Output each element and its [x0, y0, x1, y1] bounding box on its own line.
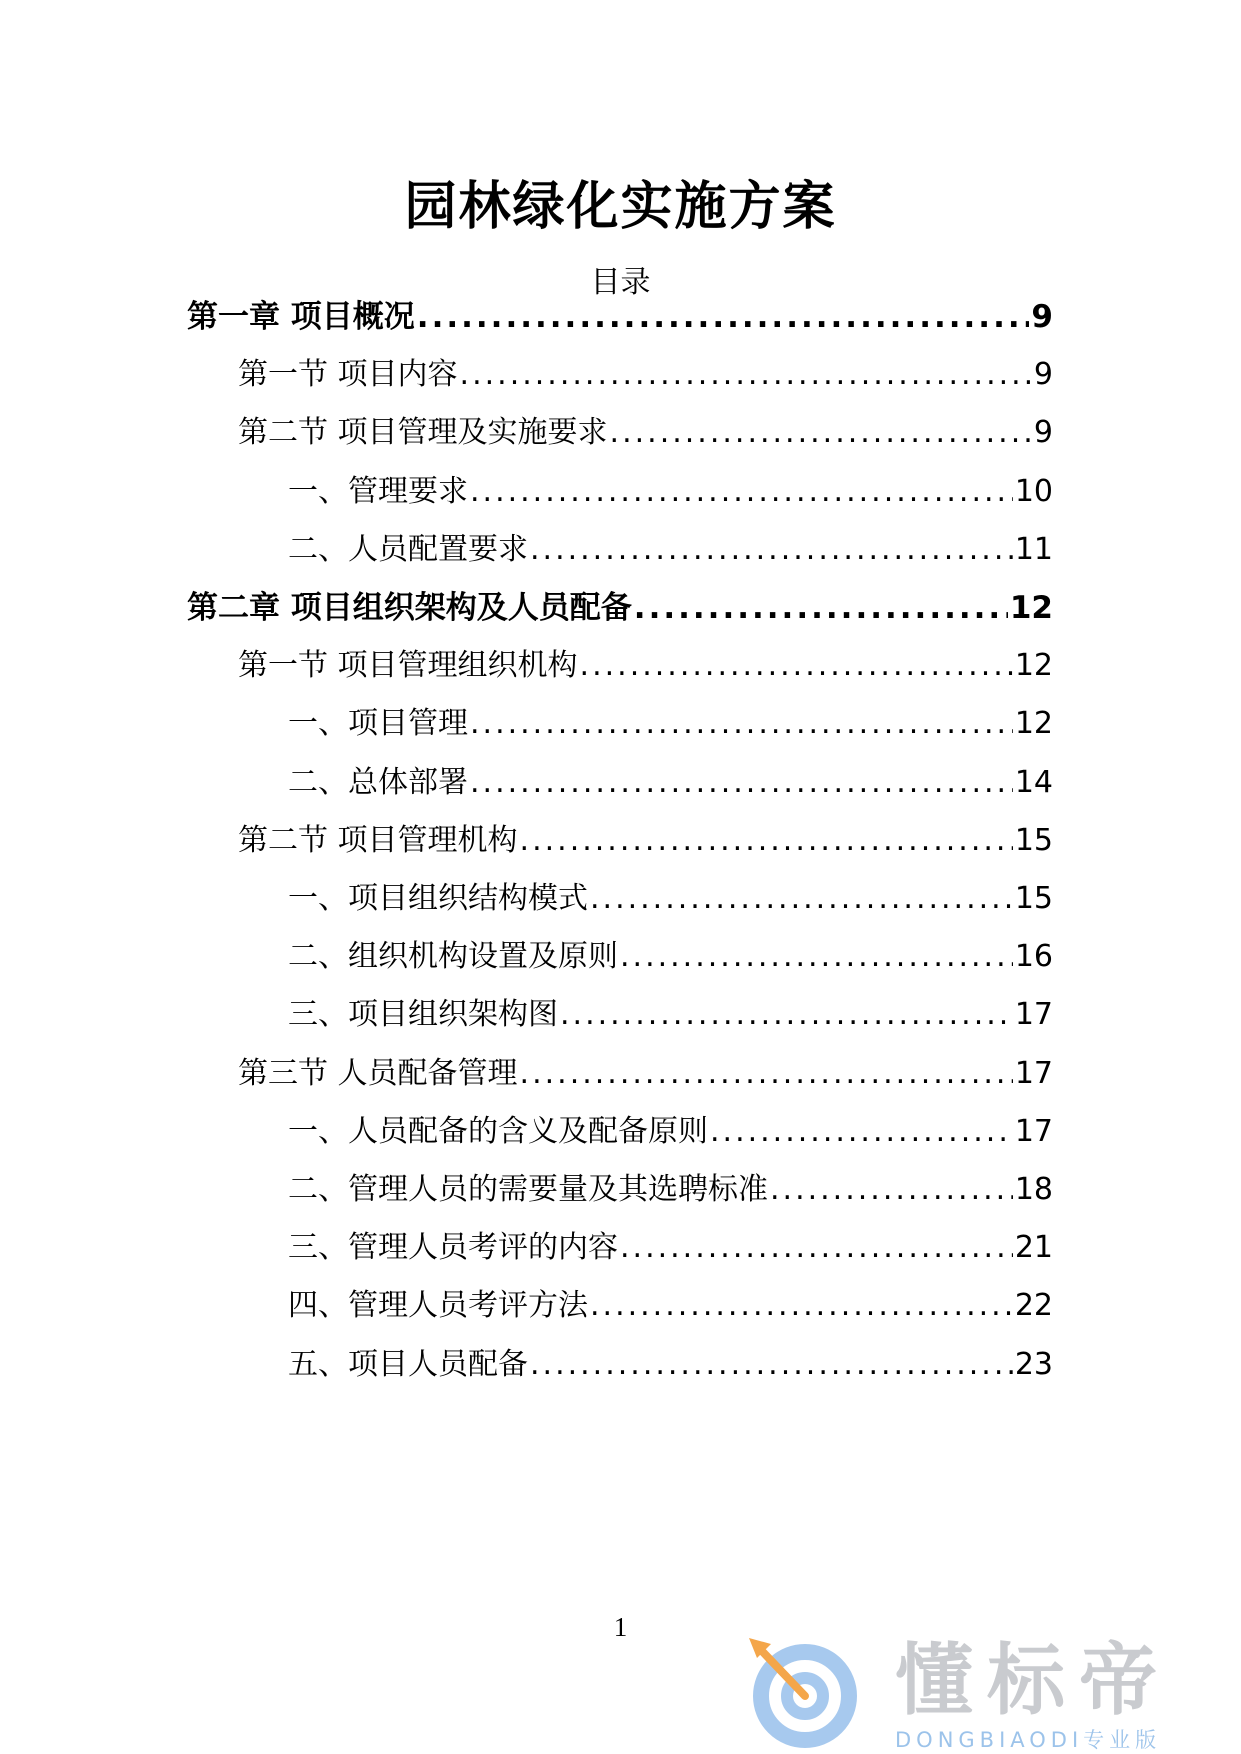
toc-dot-leader [470, 761, 1013, 805]
toc-entry-label: 第二章 项目组织架构及人员配备 [187, 590, 632, 626]
toc-chapter-entry[interactable] [187, 295, 1053, 339]
toc-heading: 目录 [590, 265, 651, 300]
toc-subsection-entry[interactable] [288, 1284, 1053, 1328]
toc-entry-page: 9 [1033, 357, 1053, 393]
toc-entry-page: 12 [1014, 706, 1053, 742]
toc-dot-leader [530, 528, 1013, 572]
toc-entry-page: 16 [1014, 939, 1053, 975]
toc-dot-leader [610, 411, 1032, 455]
toc-chapter-entry[interactable] [187, 586, 1053, 630]
toc-entry-page: 15 [1014, 822, 1053, 858]
toc-entry-page: 12 [1014, 648, 1053, 684]
toc-dot-leader [620, 1226, 1013, 1270]
toc-entry-label: 第一章 项目概况 [187, 299, 415, 335]
watermark [745, 1630, 1215, 1754]
watermark-brand-name: 懂标帝 [895, 1636, 1172, 1726]
toc-dot-leader [580, 644, 1013, 688]
toc-dot-leader [520, 1052, 1013, 1096]
toc-dot-leader [470, 702, 1013, 746]
toc-entry-label: 二、管理人员的需要量及其选聘标准 [288, 1172, 768, 1207]
toc-entry-label: 一、人员配备的含义及配备原则 [288, 1113, 708, 1149]
toc-entry-label: 第三节 人员配备管理 [238, 1055, 518, 1091]
toc-entry-page: 17 [1014, 1055, 1053, 1091]
toc-entry-label: 二、人员配置要求 [288, 531, 528, 567]
toc-entry-page: 14 [1014, 764, 1053, 800]
toc-subsection-entry[interactable] [288, 877, 1053, 921]
toc-entry-page: 23 [1014, 1346, 1053, 1382]
toc-entry-label: 第二节 项目管理及实施要求 [238, 415, 608, 451]
toc-dot-leader [520, 819, 1013, 863]
toc-entry-page: 9 [1031, 299, 1053, 335]
toc-dot-leader [710, 1110, 1013, 1154]
toc-subsection-entry[interactable] [288, 1226, 1053, 1270]
toc-entry-label: 二、组织机构设置及原则 [288, 939, 618, 975]
toc-entry-label: 一、管理要求 [288, 473, 468, 509]
toc-entry-page: 21 [1014, 1230, 1053, 1266]
toc-entry-label: 第二节 项目管理机构 [238, 822, 518, 858]
toc-dot-leader [417, 295, 1030, 339]
toc-entry-page: 17 [1014, 997, 1053, 1033]
toc-entry-label: 一、项目管理 [288, 706, 468, 742]
toc-subsection-entry[interactable] [288, 1343, 1053, 1387]
toc-entry-page: 9 [1033, 415, 1053, 451]
toc-dot-leader [560, 993, 1013, 1037]
toc-dot-leader [470, 470, 1013, 514]
toc-subsection-entry[interactable] [288, 993, 1053, 1037]
toc-entry-label: 第一节 项目管理组织机构 [238, 648, 578, 684]
toc-dot-leader [530, 1343, 1013, 1387]
toc-section-entry[interactable] [238, 1052, 1053, 1096]
toc-entry-page: 11 [1014, 531, 1053, 567]
toc-subsection-entry[interactable] [288, 528, 1053, 572]
toc-section-entry[interactable] [238, 819, 1053, 863]
toc-dot-leader [590, 1284, 1013, 1328]
toc-entry-label: 五、项目人员配备 [288, 1346, 528, 1382]
toc-subsection-entry[interactable] [288, 761, 1053, 805]
toc-entry-page: 22 [1014, 1288, 1053, 1324]
document-title: 园林绿化实施方案 [404, 177, 837, 237]
toc-subsection-entry[interactable] [288, 935, 1053, 979]
target-logo-icon [745, 1630, 871, 1754]
toc-entry-page: 18 [1014, 1172, 1053, 1207]
toc-section-entry[interactable] [238, 411, 1053, 455]
toc-section-entry[interactable] [238, 353, 1053, 397]
toc-entry-label: 四、管理人员考评方法 [288, 1288, 588, 1324]
toc-subsection-entry[interactable] [288, 702, 1053, 746]
toc-entry-label: 一、项目组织结构模式 [288, 881, 588, 916]
toc-entry-page: 10 [1014, 473, 1053, 509]
toc-entry-label: 二、总体部署 [288, 764, 468, 800]
toc-entry-page: 17 [1014, 1113, 1053, 1149]
toc-entry-label: 第一节 项目内容 [238, 357, 458, 393]
toc-dot-leader [634, 586, 1008, 630]
toc-subsection-entry[interactable] [288, 470, 1053, 514]
toc-entry-page: 15 [1014, 881, 1053, 916]
toc-subsection-entry[interactable] [288, 1110, 1053, 1154]
toc-dot-leader [590, 877, 1013, 921]
toc-entry-label: 三、管理人员考评的内容 [288, 1230, 618, 1266]
toc-entry-label: 三、项目组织架构图 [288, 997, 558, 1033]
toc-subsection-entry[interactable] [288, 1168, 1053, 1212]
page-number: 1 [613, 1612, 628, 1642]
toc-dot-leader [770, 1168, 1013, 1212]
toc-dot-leader [460, 353, 1032, 397]
watermark-subtitle: DONGBIAODI专业版 [895, 1728, 1162, 1752]
toc-section-entry[interactable] [238, 644, 1053, 688]
toc-dot-leader [620, 935, 1013, 979]
toc-entry-page: 12 [1009, 590, 1053, 626]
